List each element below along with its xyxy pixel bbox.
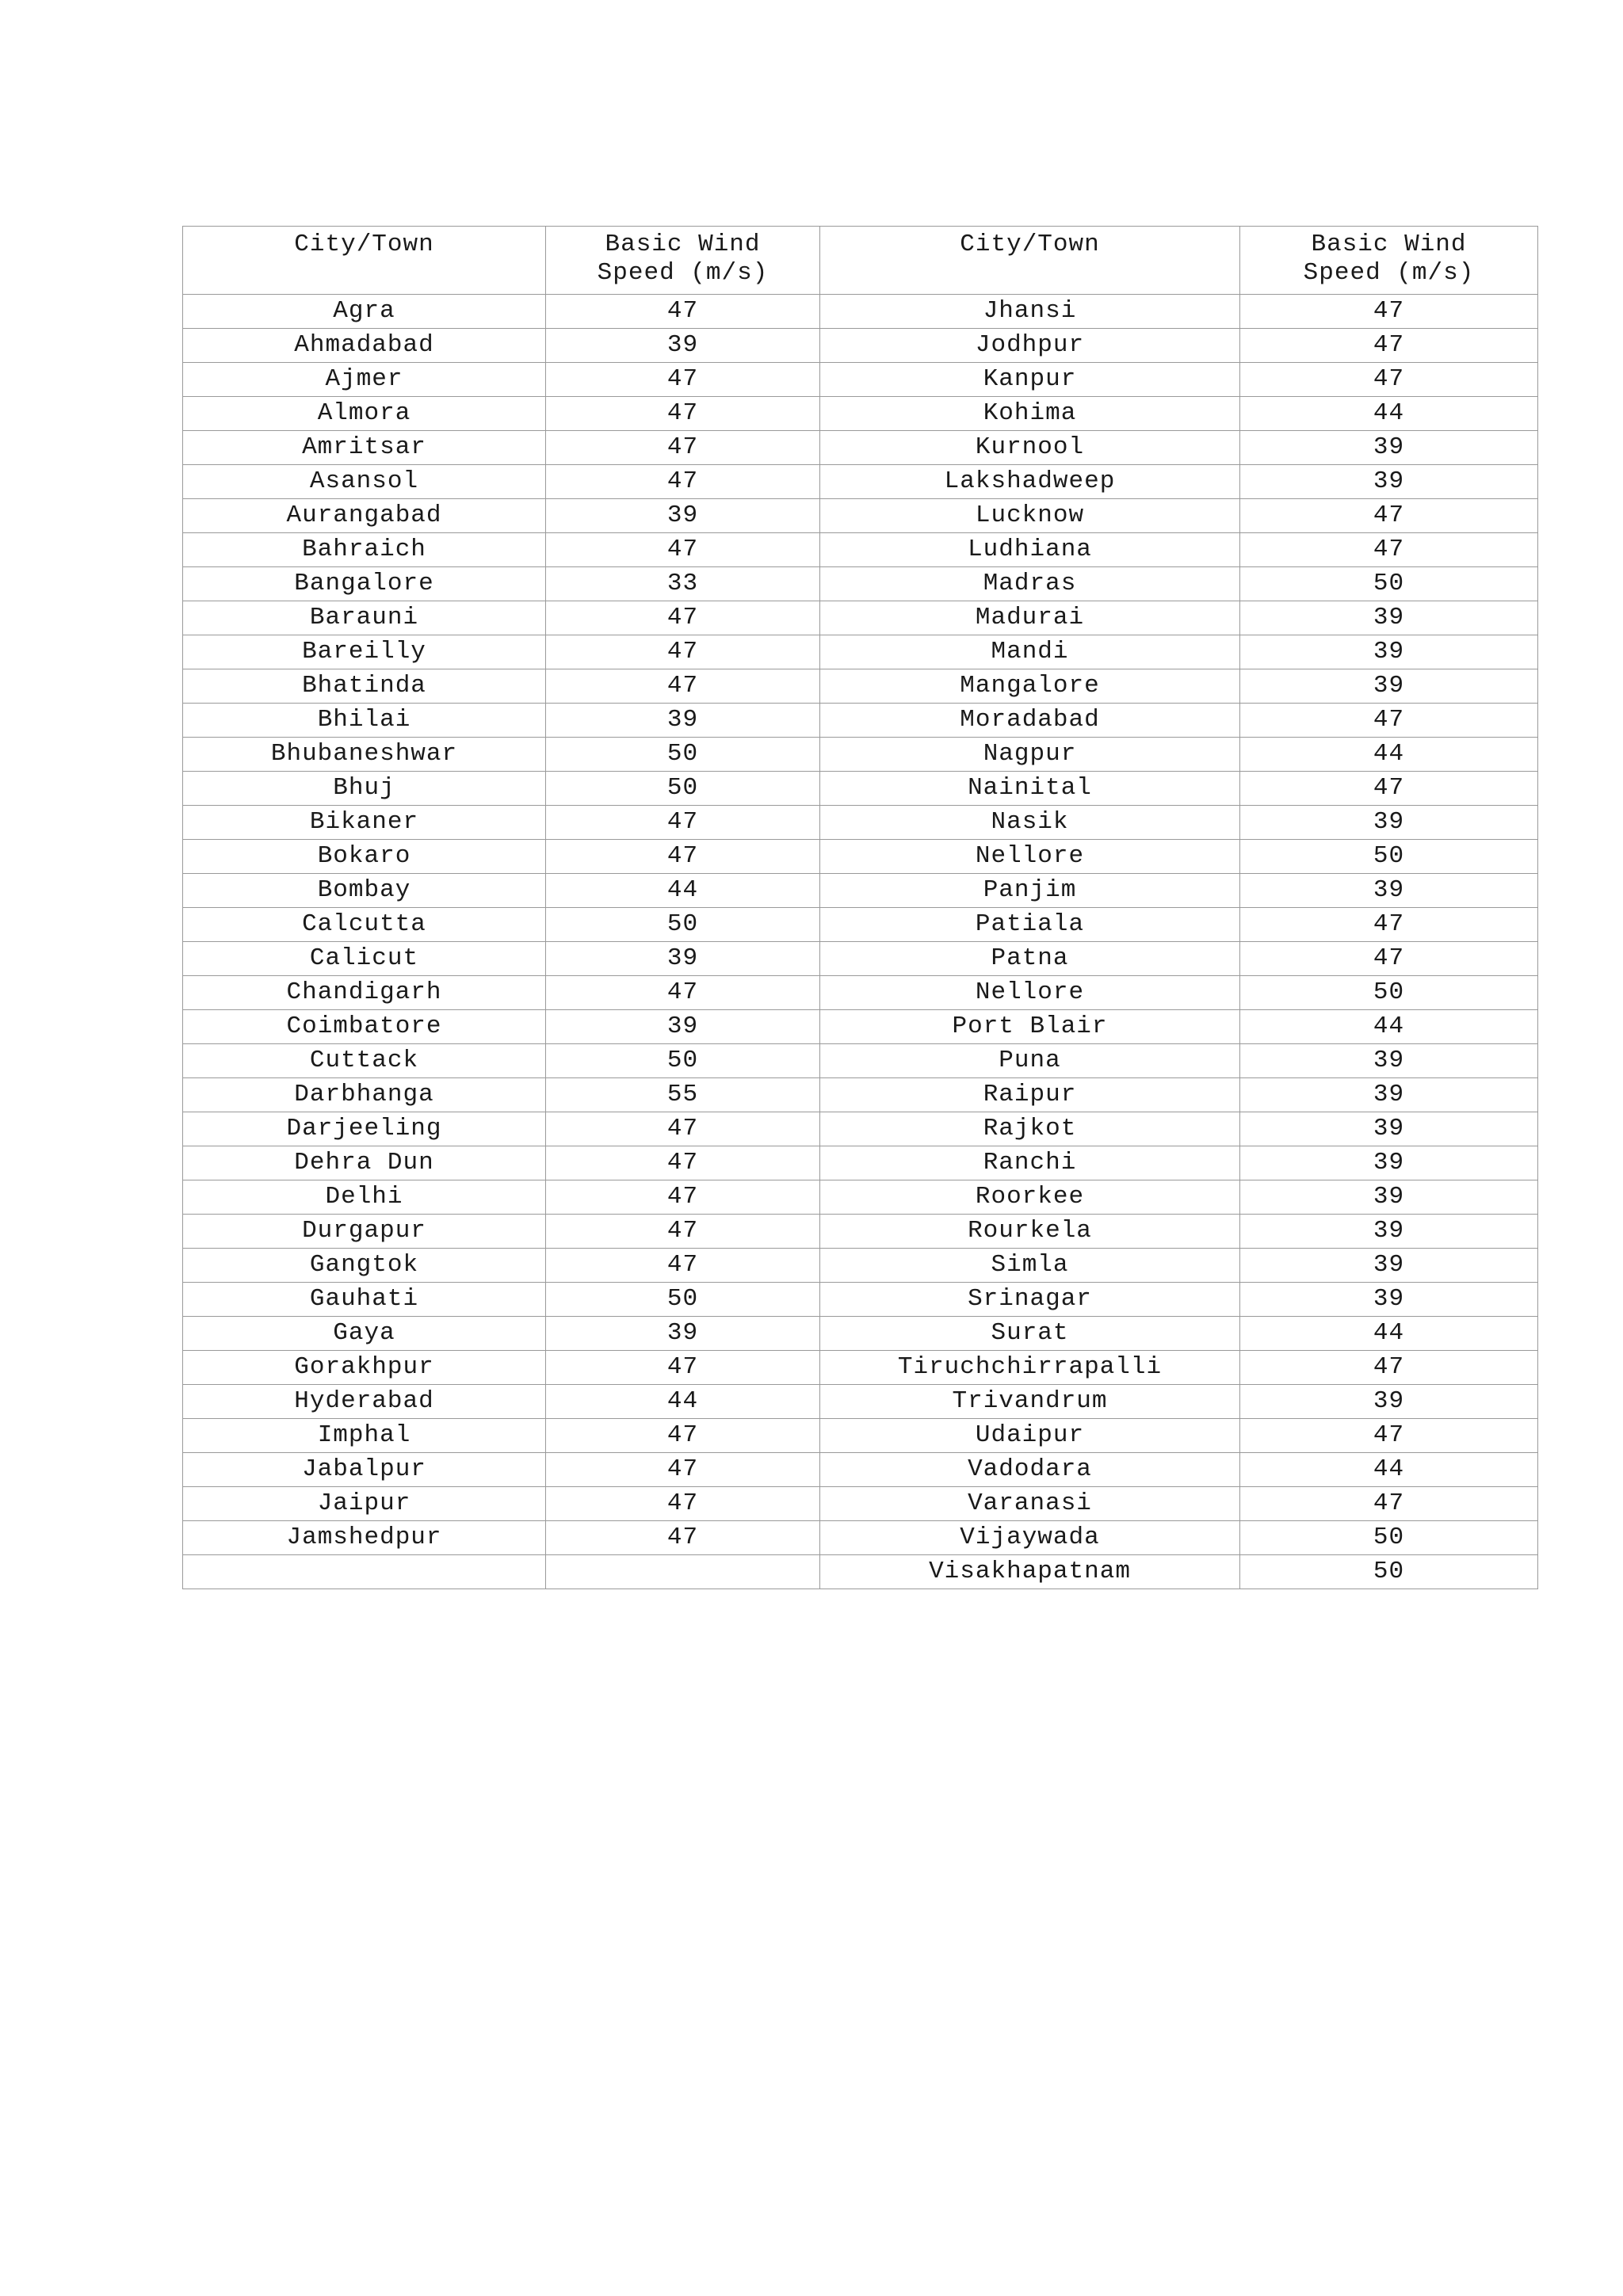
wind-speed-table xyxy=(182,226,1538,1589)
city-right-cell: Kanpur xyxy=(820,363,1240,397)
speed-right-cell: 39 xyxy=(1240,669,1538,704)
speed-right-cell: 44 xyxy=(1240,738,1538,772)
city-right-cell: Madras xyxy=(820,567,1240,601)
speed-right-cell: 39 xyxy=(1240,465,1538,499)
table-row xyxy=(183,1385,1538,1419)
header-city-left-label: City/Town xyxy=(294,231,434,258)
speed-right-cell: 39 xyxy=(1240,1385,1538,1419)
speed-right-cell: 39 xyxy=(1240,1112,1538,1146)
table-row xyxy=(183,1453,1538,1487)
city-left-cell: Bombay xyxy=(183,874,546,908)
speed-right-cell: 39 xyxy=(1240,1283,1538,1317)
city-left-cell: Bhatinda xyxy=(183,669,546,704)
city-right-cell: Patna xyxy=(820,942,1240,976)
speed-right-cell: 39 xyxy=(1240,601,1538,635)
city-right-cell: Patiala xyxy=(820,908,1240,942)
table-row xyxy=(183,1112,1538,1146)
header-speed-left-line2: Speed (m/s) xyxy=(597,259,769,287)
city-right-cell: Nellore xyxy=(820,976,1240,1010)
table-row xyxy=(183,601,1538,635)
table-row xyxy=(183,772,1538,806)
speed-right-cell: 39 xyxy=(1240,1044,1538,1078)
table-row xyxy=(183,1351,1538,1385)
city-left-cell: Aurangabad xyxy=(183,499,546,533)
table-row xyxy=(183,567,1538,601)
speed-left-cell: 47 xyxy=(546,431,820,465)
speed-left-cell: 39 xyxy=(546,329,820,363)
speed-left-cell: 47 xyxy=(546,363,820,397)
table-row xyxy=(183,704,1538,738)
city-left-cell: Cuttack xyxy=(183,1044,546,1078)
city-right-cell: Lucknow xyxy=(820,499,1240,533)
city-left-cell: Almora xyxy=(183,397,546,431)
speed-right-cell: 44 xyxy=(1240,397,1538,431)
city-right-cell: Visakhapatnam xyxy=(820,1555,1240,1589)
city-right-cell: Ludhiana xyxy=(820,533,1240,567)
city-left-cell: Bhilai xyxy=(183,704,546,738)
city-left-cell: Darbhanga xyxy=(183,1078,546,1112)
speed-left-cell: 47 xyxy=(546,397,820,431)
city-left-cell: Gangtok xyxy=(183,1249,546,1283)
table-row xyxy=(183,874,1538,908)
header-speed-right xyxy=(1240,227,1538,295)
city-left-cell: Delhi xyxy=(183,1180,546,1215)
speed-right-cell: 50 xyxy=(1240,567,1538,601)
table-row xyxy=(183,1215,1538,1249)
city-right-cell: Ranchi xyxy=(820,1146,1240,1180)
city-right-cell: Nagpur xyxy=(820,738,1240,772)
speed-left-cell: 47 xyxy=(546,635,820,669)
city-left-cell: Gauhati xyxy=(183,1283,546,1317)
speed-left-cell: 39 xyxy=(546,942,820,976)
speed-left-cell: 47 xyxy=(546,601,820,635)
city-left-cell: Bareilly xyxy=(183,635,546,669)
table-row xyxy=(183,1044,1538,1078)
table-row xyxy=(183,635,1538,669)
speed-left-cell: 47 xyxy=(546,806,820,840)
speed-right-cell: 47 xyxy=(1240,1351,1538,1385)
header-speed-left-line1: Basic Wind xyxy=(605,231,761,258)
city-right-cell: Surat xyxy=(820,1317,1240,1351)
speed-right-cell: 39 xyxy=(1240,1249,1538,1283)
city-right-cell: Nasik xyxy=(820,806,1240,840)
city-left-cell: Bhuj xyxy=(183,772,546,806)
city-right-cell: Panjim xyxy=(820,874,1240,908)
table-row xyxy=(183,1010,1538,1044)
city-right-cell: Udaipur xyxy=(820,1419,1240,1453)
city-right-cell: Trivandrum xyxy=(820,1385,1240,1419)
city-left-cell: Gorakhpur xyxy=(183,1351,546,1385)
city-left-cell: Imphal xyxy=(183,1419,546,1453)
speed-left-cell: 50 xyxy=(546,738,820,772)
table-row xyxy=(183,1487,1538,1521)
table-row xyxy=(183,942,1538,976)
speed-right-cell: 39 xyxy=(1240,1146,1538,1180)
city-right-cell: Nainital xyxy=(820,772,1240,806)
city-left-cell: Bikaner xyxy=(183,806,546,840)
city-right-cell: Vijaywada xyxy=(820,1521,1240,1555)
city-right-cell: Jhansi xyxy=(820,295,1240,329)
speed-left-cell: 47 xyxy=(546,1215,820,1249)
speed-right-cell: 47 xyxy=(1240,908,1538,942)
table-row xyxy=(183,1180,1538,1215)
table-row xyxy=(183,1249,1538,1283)
city-left-cell: Darjeeling xyxy=(183,1112,546,1146)
city-right-cell: Puna xyxy=(820,1044,1240,1078)
city-left-cell: Ajmer xyxy=(183,363,546,397)
speed-left-cell: 47 xyxy=(546,1351,820,1385)
city-right-cell: Roorkee xyxy=(820,1180,1240,1215)
table-row xyxy=(183,1283,1538,1317)
speed-right-cell: 39 xyxy=(1240,431,1538,465)
table-row xyxy=(183,295,1538,329)
speed-left-cell: 39 xyxy=(546,1010,820,1044)
city-left-cell: Durgapur xyxy=(183,1215,546,1249)
speed-right-cell: 44 xyxy=(1240,1453,1538,1487)
header-city-right xyxy=(820,227,1240,295)
city-right-cell: Kohima xyxy=(820,397,1240,431)
city-left-cell: Bokaro xyxy=(183,840,546,874)
speed-left-cell: 47 xyxy=(546,976,820,1010)
city-left-cell: Calicut xyxy=(183,942,546,976)
speed-right-cell: 47 xyxy=(1240,772,1538,806)
city-left-cell: Bhubaneshwar xyxy=(183,738,546,772)
table-row xyxy=(183,669,1538,704)
speed-left-cell: 47 xyxy=(546,1249,820,1283)
speed-right-cell: 50 xyxy=(1240,1555,1538,1589)
city-left-cell: Agra xyxy=(183,295,546,329)
table-body xyxy=(183,295,1538,1589)
speed-left-cell: 50 xyxy=(546,772,820,806)
speed-left-cell: 55 xyxy=(546,1078,820,1112)
speed-left-cell: 47 xyxy=(546,1180,820,1215)
speed-left-cell: 50 xyxy=(546,908,820,942)
city-right-cell: Nellore xyxy=(820,840,1240,874)
speed-right-cell: 44 xyxy=(1240,1010,1538,1044)
speed-right-cell: 47 xyxy=(1240,704,1538,738)
city-left-cell: Gaya xyxy=(183,1317,546,1351)
city-left-cell: Chandigarh xyxy=(183,976,546,1010)
city-right-cell: Rajkot xyxy=(820,1112,1240,1146)
city-left-cell: Jabalpur xyxy=(183,1453,546,1487)
table-header xyxy=(183,227,1538,295)
table-row xyxy=(183,806,1538,840)
speed-left-cell: 47 xyxy=(546,1112,820,1146)
speed-right-cell: 39 xyxy=(1240,1215,1538,1249)
city-left-cell: Hyderabad xyxy=(183,1385,546,1419)
table-row xyxy=(183,1078,1538,1112)
city-left-cell: Ahmadabad xyxy=(183,329,546,363)
speed-left-cell: 47 xyxy=(546,840,820,874)
speed-left-cell: 39 xyxy=(546,1317,820,1351)
speed-right-cell: 47 xyxy=(1240,363,1538,397)
header-speed-right-line1: Basic Wind xyxy=(1311,231,1467,258)
speed-right-cell: 47 xyxy=(1240,295,1538,329)
city-right-cell: Moradabad xyxy=(820,704,1240,738)
table-row xyxy=(183,329,1538,363)
speed-left-cell: 47 xyxy=(546,1453,820,1487)
speed-right-cell: 39 xyxy=(1240,1078,1538,1112)
table-row xyxy=(183,431,1538,465)
table-row xyxy=(183,976,1538,1010)
header-row xyxy=(183,227,1538,295)
city-left-cell: Jamshedpur xyxy=(183,1521,546,1555)
speed-right-cell: 50 xyxy=(1240,1521,1538,1555)
table-row xyxy=(183,908,1538,942)
table-row xyxy=(183,1146,1538,1180)
table-row xyxy=(183,840,1538,874)
city-left-cell: Jaipur xyxy=(183,1487,546,1521)
city-right-cell: Varanasi xyxy=(820,1487,1240,1521)
speed-left-cell: 39 xyxy=(546,704,820,738)
header-speed-right-line2: Speed (m/s) xyxy=(1303,259,1475,287)
speed-right-cell: 47 xyxy=(1240,1419,1538,1453)
table-row xyxy=(183,363,1538,397)
table-row xyxy=(183,1521,1538,1555)
city-left-cell: Barauni xyxy=(183,601,546,635)
speed-left-cell: 44 xyxy=(546,874,820,908)
speed-left-cell: 44 xyxy=(546,1385,820,1419)
speed-right-cell: 47 xyxy=(1240,533,1538,567)
speed-left-cell: 47 xyxy=(546,1487,820,1521)
speed-right-cell: 50 xyxy=(1240,840,1538,874)
table-row xyxy=(183,397,1538,431)
table-row xyxy=(183,738,1538,772)
speed-left-cell: 50 xyxy=(546,1283,820,1317)
speed-left-cell xyxy=(546,1555,820,1589)
city-left-cell: Bangalore xyxy=(183,567,546,601)
speed-right-cell: 44 xyxy=(1240,1317,1538,1351)
speed-left-cell: 47 xyxy=(546,465,820,499)
city-right-cell: Rourkela xyxy=(820,1215,1240,1249)
city-left-cell: Amritsar xyxy=(183,431,546,465)
speed-left-cell: 47 xyxy=(546,669,820,704)
speed-left-cell: 50 xyxy=(546,1044,820,1078)
speed-right-cell: 39 xyxy=(1240,635,1538,669)
speed-left-cell: 47 xyxy=(546,1419,820,1453)
speed-right-cell: 39 xyxy=(1240,874,1538,908)
speed-right-cell: 47 xyxy=(1240,1487,1538,1521)
speed-left-cell: 33 xyxy=(546,567,820,601)
city-left-cell: Bahraich xyxy=(183,533,546,567)
city-right-cell: Lakshadweep xyxy=(820,465,1240,499)
speed-left-cell: 47 xyxy=(546,1521,820,1555)
table-row xyxy=(183,1555,1538,1589)
header-city-left xyxy=(183,227,546,295)
city-left-cell: Calcutta xyxy=(183,908,546,942)
city-right-cell: Madurai xyxy=(820,601,1240,635)
speed-left-cell: 47 xyxy=(546,533,820,567)
header-speed-left xyxy=(546,227,820,295)
city-left-cell: Asansol xyxy=(183,465,546,499)
city-left-cell: Coimbatore xyxy=(183,1010,546,1044)
city-right-cell: Tiruchchirrapalli xyxy=(820,1351,1240,1385)
speed-right-cell: 47 xyxy=(1240,329,1538,363)
speed-right-cell: 47 xyxy=(1240,499,1538,533)
table-row xyxy=(183,499,1538,533)
city-right-cell: Jodhpur xyxy=(820,329,1240,363)
city-left-cell: Dehra Dun xyxy=(183,1146,546,1180)
city-right-cell: Srinagar xyxy=(820,1283,1240,1317)
speed-right-cell: 47 xyxy=(1240,942,1538,976)
table-row xyxy=(183,533,1538,567)
city-right-cell: Raipur xyxy=(820,1078,1240,1112)
speed-right-cell: 39 xyxy=(1240,1180,1538,1215)
speed-right-cell: 50 xyxy=(1240,976,1538,1010)
city-right-cell: Mandi xyxy=(820,635,1240,669)
speed-left-cell: 39 xyxy=(546,499,820,533)
city-right-cell: Simla xyxy=(820,1249,1240,1283)
city-right-cell: Port Blair xyxy=(820,1010,1240,1044)
speed-left-cell: 47 xyxy=(546,1146,820,1180)
city-right-cell: Vadodara xyxy=(820,1453,1240,1487)
city-left-cell xyxy=(183,1555,546,1589)
table-row xyxy=(183,1317,1538,1351)
city-right-cell: Kurnool xyxy=(820,431,1240,465)
speed-left-cell: 47 xyxy=(546,295,820,329)
header-city-right-label: City/Town xyxy=(960,231,1100,258)
table-row xyxy=(183,1419,1538,1453)
table-row xyxy=(183,465,1538,499)
speed-right-cell: 39 xyxy=(1240,806,1538,840)
city-right-cell: Mangalore xyxy=(820,669,1240,704)
